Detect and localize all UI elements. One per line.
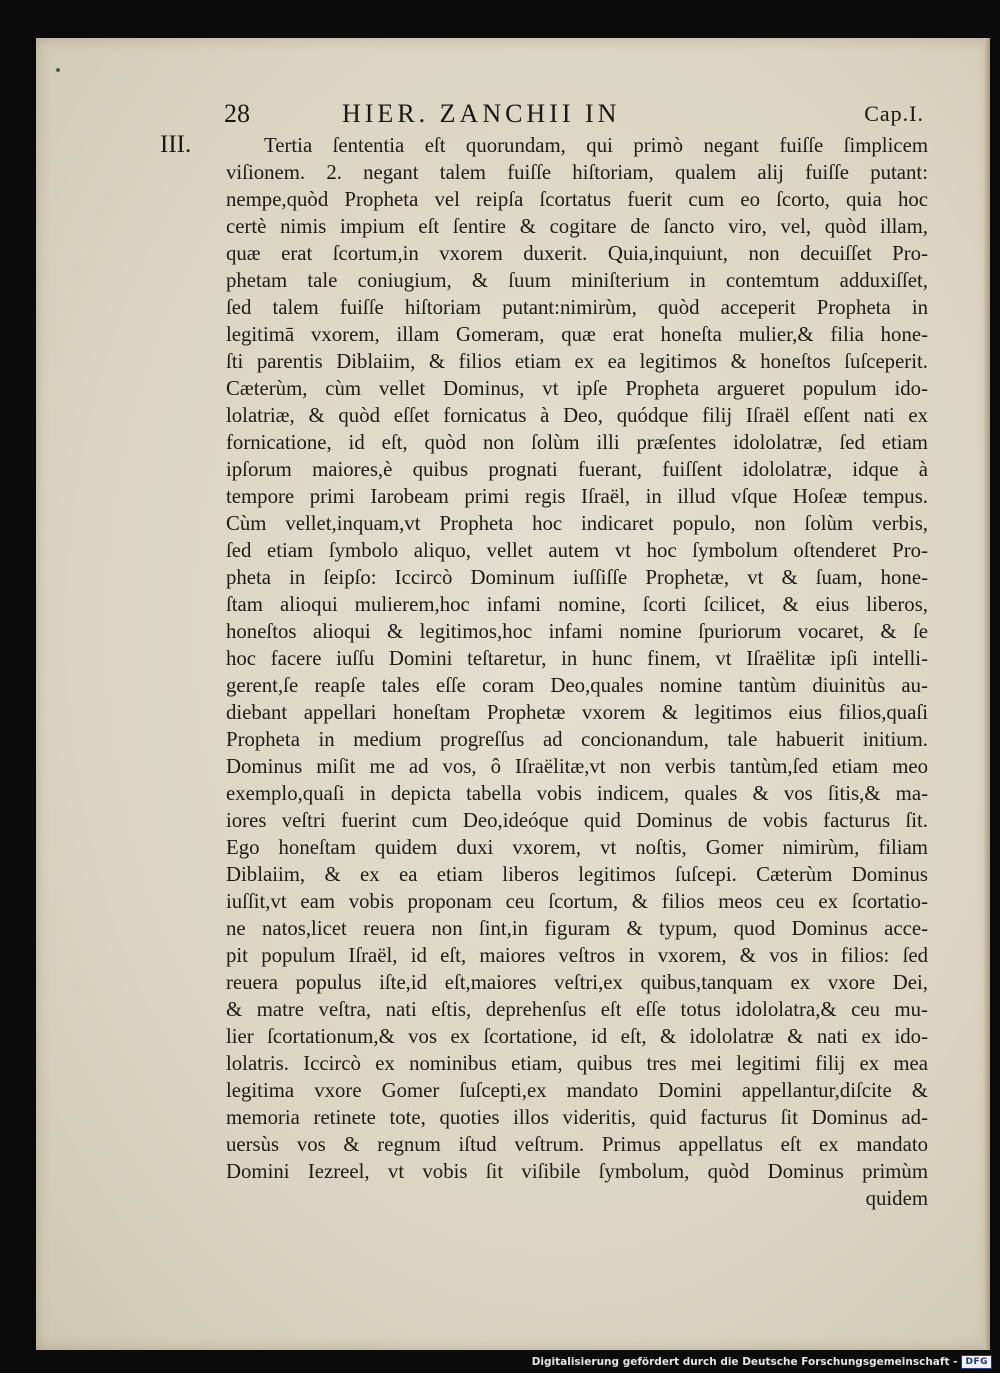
dfg-logo-icon: DFG xyxy=(961,1355,992,1369)
text-line: lolatriæ, & quòd eſſet fornicatus à Deo, quódque filij Iſraël eſſent nati ex xyxy=(226,404,928,427)
text-line: uersùs vos & regnum iſtud veſtrum. Primus appellatus eſt ex mandato xyxy=(226,1133,928,1156)
text-line: Tertia ſententia eſt quorundam, qui primò negant fuiſſe ſimplicem xyxy=(264,134,928,157)
text-line: viſionem. 2. negant talem fuiſſe hiſtoriam, qualem alij fuiſſe putant: xyxy=(226,161,928,184)
margin-dot-mark xyxy=(56,68,60,72)
text-line: Dominus miſit me ad vos, ô Iſraëlitæ,vt non verbis tantùm,ſed etiam meo xyxy=(226,755,928,778)
text-line: diebant appellari honeſtam Prophetæ vxorem & legitimos eius filios,quaſi xyxy=(226,701,928,724)
text-line: Domini Iezreel, vt vobis ſit viſibile ſymbolum, quòd Dominus primùm xyxy=(226,1160,928,1183)
text-line: hoc facere iuſſu Domini teſtaretur, in hunc finem, vt Iſraëlitæ ipſi intelli- xyxy=(226,647,928,670)
text-line: legitimā vxorem, illam Gomeram, quæ erat honeſta mulier,& filia hone- xyxy=(226,323,928,346)
text-line: ſtam alioqui mulierem,hoc infami nomine, ſcorti ſcilicet, & eius liberos, xyxy=(226,593,928,616)
text-line: ne natos,licet reuera non ſint,in figuram & typum, quod Dominus acce- xyxy=(226,917,928,940)
digitization-footer xyxy=(532,1354,992,1370)
text-line: fornicatione, id eſt, quòd non ſolùm illi præſentes idololatræ, ſed etiam xyxy=(226,431,928,454)
text-line: quidem xyxy=(865,1187,928,1210)
text-line: nempe,quòd Propheta vel reipſa ſcortatus fuerit cum eo ſcorto, quia hoc xyxy=(226,188,928,211)
text-line: iuſſit,vt eam vobis proponam ceu ſcortum, & filios meos ceu ex ſcortatio- xyxy=(226,890,928,913)
funding-notice: Digitalisierung gefördert durch die Deutsche Forschungsgemeinschaft - xyxy=(531,1356,958,1368)
text-line: lier ſcortationum,& vos ex ſcortatione, id eſt, & idololatræ & nati ex ido- xyxy=(226,1025,928,1048)
text-line: gerent,ſe reapſe tales eſſe coram Deo,quales nomine tantùm diuinitùs au- xyxy=(226,674,928,697)
page-edge xyxy=(984,38,990,1350)
chapter-label: Cap.I. xyxy=(864,101,924,126)
text-line: iores veſtri fuerint cum Deo,ideóque quid Dominus de vobis facturus ſit. xyxy=(226,809,928,832)
text-line: Diblaiim, & ex ea etiam liberos legitimos ſuſcepi. Cæterùm Dominus xyxy=(226,863,928,886)
text-line: honeſtos alioqui & legitimos,hoc infami nomine ſpuriorum vocaret, & ſe xyxy=(226,620,928,643)
page-number: 28 xyxy=(224,99,250,128)
text-line: & matre veſtra, nati eſtis, deprehenſus eſt eſſe totus idololatra,& ceu mu- xyxy=(226,998,928,1021)
text-line: Cùm vellet,inquam,vt Propheta hoc indicaret populo, non ſolùm verbis, xyxy=(226,512,928,535)
text-line: lolatris. Iccircò ex nominibus etiam, quibus tres mei legitimi filij ex mea xyxy=(226,1052,928,1075)
text-line: pit populum Iſraël, id eſt, maiores veſtros in vxorem, & vos in filios: ſed xyxy=(226,944,928,967)
body-text xyxy=(226,132,928,1212)
text-line: ſed etiam ſymbolo aliquo, vellet autem vt hoc ſymbolum oſtenderet Pro- xyxy=(226,539,928,562)
text-line: certè nimis impium eſt ſentire & cogitare de ſancto viro, vel, quòd illam, xyxy=(226,215,928,238)
text-line: phetam tale coniugium, & ſuum miniſterium in contemtum adduxiſſet, xyxy=(226,269,928,292)
text-line: quæ erat ſcortum,in vxorem duxerit. Quia,inquiunt, non decuiſſet Pro- xyxy=(226,242,928,265)
text-line: exemplo,quaſi in depicta tabella vobis indicem, quales & vos ſitis,& ma- xyxy=(226,782,928,805)
text-line: Propheta in medium progreſſus ad concionandum, tale habuerit initium. xyxy=(226,728,928,751)
text-line: Cæterùm, cùm vellet Dominus, vt ipſe Propheta argueret populum ido- xyxy=(226,377,928,400)
running-header xyxy=(224,98,924,130)
text-line: ſti parentis Diblaiim, & filios etiam ex ea legitimos & honeſtos ſuſceperit. xyxy=(226,350,928,373)
text-line: tempore primi Iarobeam primi regis Iſraël, in illud vſque Hoſeæ tempus. xyxy=(226,485,928,508)
text-line: pheta in ſeipſo: Iccircò Dominum iuſſiſſe Prophetæ, vt & ſuam, hone- xyxy=(226,566,928,589)
text-line: ſed talem fuiſſe hiſtoriam putant:nimirùm, quòd acceperit Propheta in xyxy=(226,296,928,319)
text-line: legitima vxore Gomer ſuſcepti,ex mandato Domini appellantur,diſcite & xyxy=(226,1079,928,1102)
text-line: reuera populus iſte,id eſt,maiores veſtri,ex quibus,tanquam ex vxore Dei, xyxy=(226,971,928,994)
text-line: memoria retinete tote, quoties illos videritis, quid facturus ſit Dominus ad- xyxy=(226,1106,928,1129)
text-line: Ego honeſtam quidem duxi vxorem, vt noſtis, Gomer nimirùm, filiam xyxy=(226,836,928,859)
marginal-note: III. xyxy=(160,131,192,158)
running-title: HIER. ZANCHII IN xyxy=(342,99,621,128)
text-line: ipſorum maiores,è quibus prognati fuerant, fuiſſent idololatræ, idque à xyxy=(226,458,928,481)
